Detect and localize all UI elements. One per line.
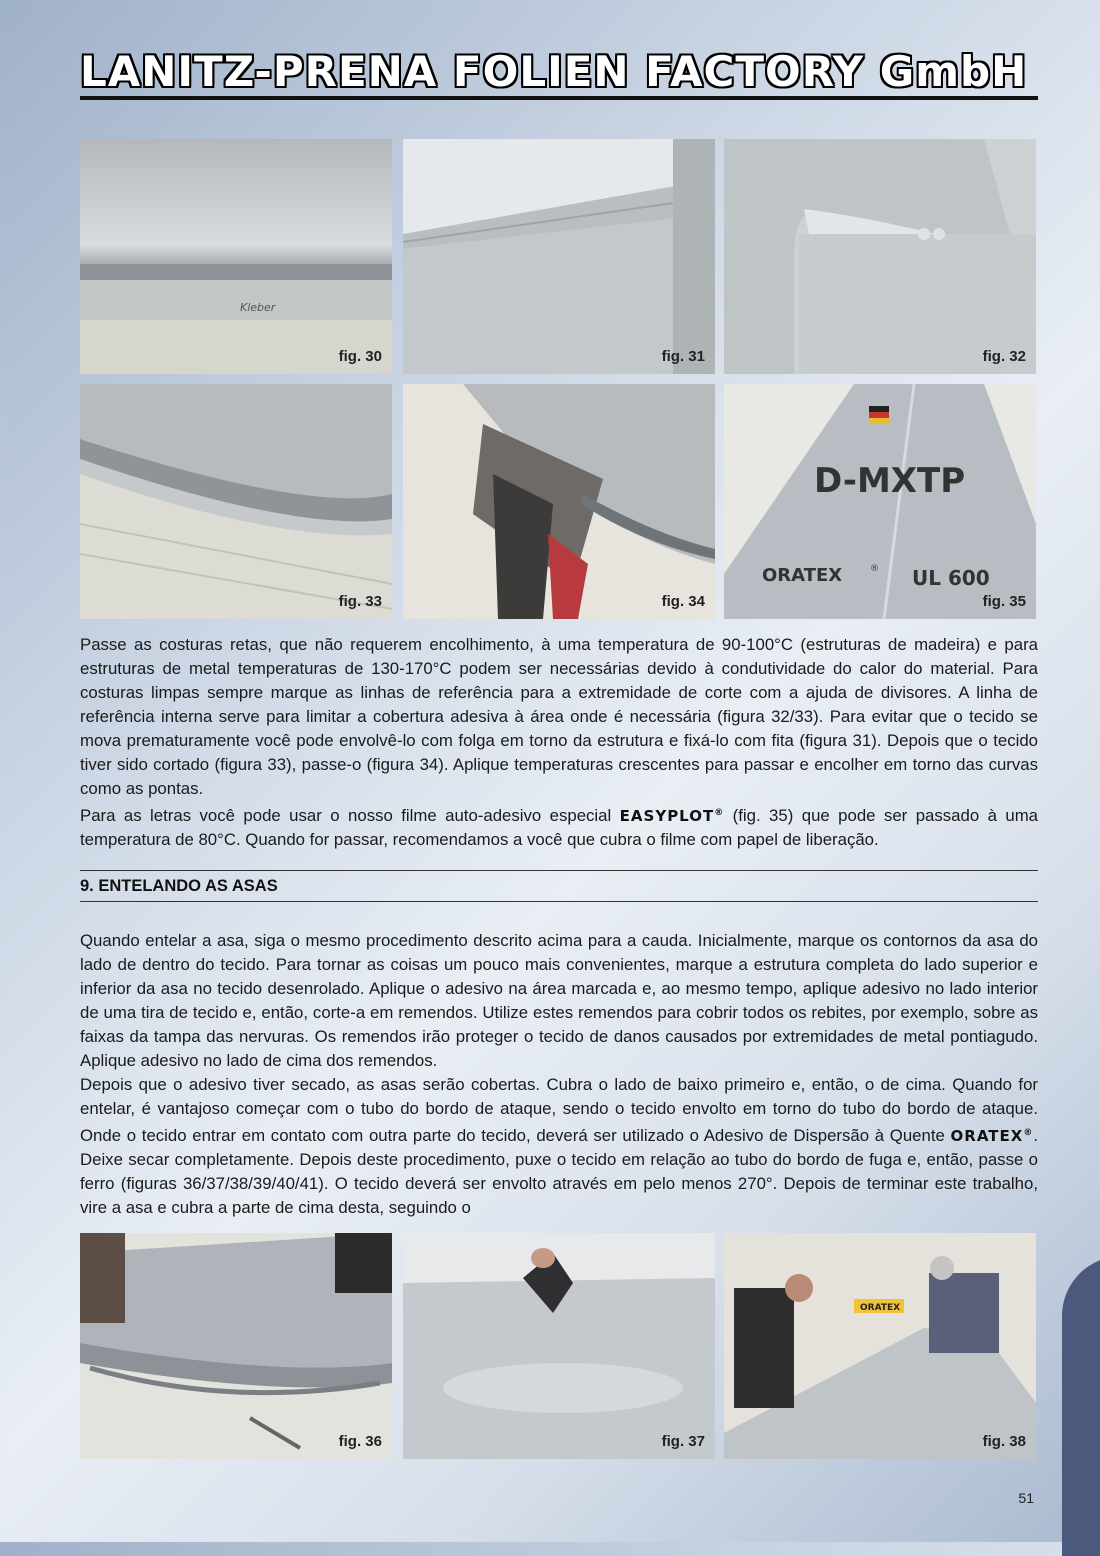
paragraph-text <box>80 801 1038 852</box>
figure-caption: fig. 38 <box>982 1433 1026 1450</box>
paragraph-covering-wings <box>80 929 1038 1220</box>
header-title: LANITZ-PRENA FOLIEN FACTORY GmbH <box>80 47 1028 96</box>
page-number: 51 <box>1018 1490 1034 1506</box>
figure-caption: fig. 36 <box>338 1433 382 1450</box>
oratex-banner-text: ORATEX <box>860 1303 901 1313</box>
text-run: Depois que o adesivo tiver secado, as asas serão cobertas. Cubra o lado de baixo primeiro e, então, o de cima. Quando for entelar, é vantajoso começar com o tubo do bordo de ataque, sendo o tecido envolto em torno do tubo do bordo de ataque. Onde o tecido entrar em contato com outra parte do tecido, deverá ser utilizado o Adesivo de Dispersão à Quente <box>80 1075 1038 1145</box>
figure-caption: fig. 35 <box>982 593 1026 610</box>
figure-36 <box>80 1233 392 1459</box>
figure-32 <box>724 139 1036 374</box>
easyplot-brand <box>620 807 725 825</box>
oratex-brand <box>951 1127 1034 1145</box>
brand-text: ORATEX <box>950 1127 1024 1145</box>
text-run: . Deixe secar completamente. Depois deste procedimento, puxe o tecido em relação ao tubo do bordo de fuga e, então, passe o ferro (figuras 36/37/38/39/40/41). O tecido deverá ser envolto através em pelo menos 270°. Depois de terminar este trabalho, vire a asa e cubra a parte de cima desta, seguindo o <box>80 1126 1038 1217</box>
text-run: Para as letras você pode usar o nosso filme auto-adesivo especial <box>80 806 620 825</box>
text-run: (fig. 35) que pode ser passado à uma temperatura de 80°C. Quando for passar, recomendamos a você que cubra o filme com papel de liberação. <box>80 806 1039 849</box>
section-title: 9. ENTELANDO AS ASAS <box>80 877 278 895</box>
figure-caption: fig. 34 <box>661 593 705 610</box>
figure-30 <box>80 139 392 374</box>
paragraph-text: Quando entelar a asa, siga o mesmo procedimento descrito acima para a cauda. Inicialmente, marque os contornos da asa do lado de dentro do tecido. Para tornar as coisas um pouco mais convenientes, marque a estrutura completa do lado superior e inferior da asa no tecido desenrolado. Aplique o adesivo na área marcada e, ao mesmo tempo, aplique adesivo no lado interior de uma tira de tecido e, então, corte-a em remendos. Utilize estes remendos para cobrir todos os rebites, por exemplo, sobre as faixas da tampa das nervuras. Os remendos irão proteger o tecido de danos causados por extremidades de metal pontiagudo. Aplique adesivo no lado de cima dos remendos. <box>80 931 1038 1070</box>
ul600-text: UL 600 <box>912 566 990 590</box>
figure-34 <box>403 384 715 619</box>
paragraph-ironing <box>80 633 1038 852</box>
figure-caption: fig. 37 <box>661 1433 705 1450</box>
header-rule <box>80 96 1038 100</box>
figure-35 <box>724 384 1036 619</box>
brand-text: EASYPLOT <box>619 807 715 825</box>
figure-37 <box>403 1233 715 1459</box>
section-rule-top <box>80 870 1038 871</box>
figure-38 <box>724 1233 1036 1459</box>
figure-caption: fig. 30 <box>338 348 382 365</box>
figure-caption: fig. 32 <box>982 348 1026 365</box>
paragraph-text: Passe as costuras retas, que não requerem encolhimento, à uma temperatura de 90-100°C (estruturas de madeira) e para estruturas de metal temperaturas de 130-170°C podem ser necessárias devido à condutividade do calor do material. Para costuras limpas sempre marque as linhas de referência para a extremidade de corte com a ajuda de divisores. A linha de referência interna serve para limitar a cobertura adesiva à área onde é necessária (figura 32/33). Para evitar que o tecido se mova prematuramente você pode envolvê-lo com folga em torno da estrutura e fixá-lo com fita (figura 31). Depois que o tecido tiver sido cortado (figura 33), passe-o (figura 34). Aplique temperaturas crescentes para passar e encolher em torno das curvas como as pontas. <box>80 635 1038 798</box>
figure-caption: fig. 31 <box>661 348 705 365</box>
registration-text: D-MXTP <box>814 461 966 501</box>
oratex-logo-text: ORATEX <box>762 565 843 586</box>
registered-mark: ® <box>714 808 725 818</box>
kleber-handwriting: Kleber <box>240 301 276 314</box>
registered-mark: ® <box>1023 1128 1034 1138</box>
section-rule-bottom <box>80 901 1038 902</box>
figure-33 <box>80 384 392 619</box>
figure-31 <box>403 139 715 374</box>
paragraph-text <box>80 1073 1038 1220</box>
page-side-tab <box>1062 1256 1100 1556</box>
figure-caption: fig. 33 <box>338 593 382 610</box>
oratex-registered-mark: ® <box>870 564 879 574</box>
